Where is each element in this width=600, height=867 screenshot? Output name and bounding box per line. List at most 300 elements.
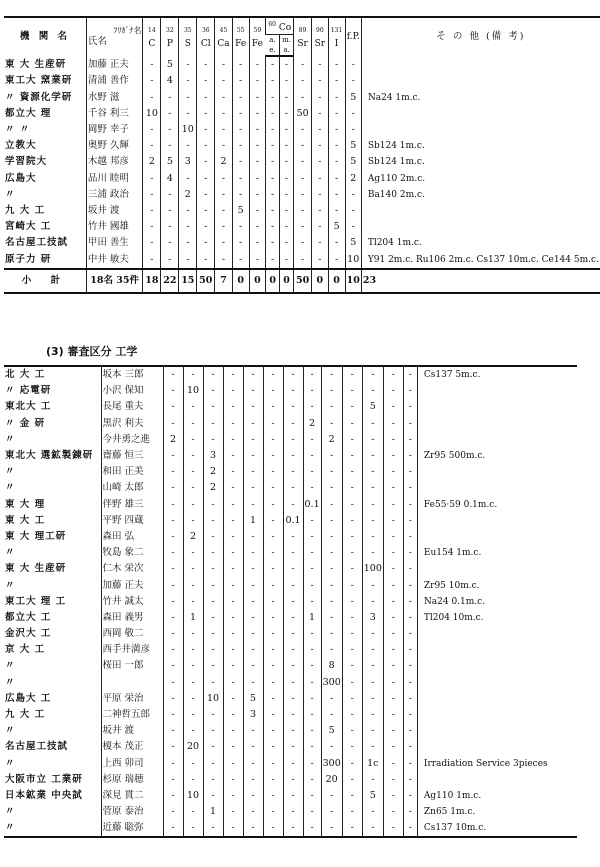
value-cell: -: [362, 723, 383, 739]
value-cell: -: [249, 203, 266, 219]
table-row: [4, 235, 600, 251]
value-cell: -: [243, 723, 263, 739]
value-cell: -: [362, 383, 383, 399]
value-cell: -: [342, 366, 362, 383]
remarks-cell: [417, 642, 577, 658]
value-cell: -: [303, 366, 321, 383]
value-cell: -: [263, 804, 283, 820]
value-cell: -: [312, 219, 328, 235]
name-cell: 黒沢 利夫: [101, 416, 163, 432]
header-name: [86, 17, 142, 56]
value-cell: -: [243, 366, 263, 383]
name-cell: 上西 卯司: [101, 756, 163, 772]
header-el-10: $^{90}$ Sr: [312, 17, 328, 56]
value-cell: -: [279, 203, 293, 219]
value-cell: -: [283, 464, 303, 480]
value-cell: -: [383, 739, 403, 755]
value-cell: -: [203, 399, 223, 415]
org-cell: 都立大 理: [5, 107, 52, 119]
remarks-cell: Irradiation Service 3pieces: [417, 756, 577, 772]
table-2: [4, 365, 577, 838]
value-cell: -: [403, 772, 417, 788]
value-cell: -: [161, 235, 179, 251]
value-cell: -: [197, 235, 215, 251]
value-cell: 3: [203, 448, 223, 464]
value-cell: -: [283, 480, 303, 496]
value-cell: -: [283, 366, 303, 383]
value-cell: 8: [321, 658, 342, 674]
header-el-12: f.P.: [345, 17, 361, 56]
value-cell: -: [342, 561, 362, 577]
org-cell: 立教大: [5, 140, 37, 152]
value-cell: -: [279, 122, 293, 138]
value-cell: -: [243, 772, 263, 788]
value-cell: -: [342, 464, 362, 480]
value-cell: 0.1: [303, 497, 321, 513]
value-cell: -: [342, 594, 362, 610]
value-cell: -: [243, 529, 263, 545]
value-cell: -: [321, 739, 342, 755]
value-cell: -: [179, 171, 197, 187]
value-cell: -: [294, 56, 312, 73]
value-cell: -: [328, 122, 345, 138]
org-cell: 宮崎大 工: [5, 221, 52, 233]
value-cell: -: [283, 820, 303, 837]
name-cell: 加藤 正夫: [101, 577, 163, 593]
name-cell: 今井勇之進: [101, 432, 163, 448]
table-row: [4, 545, 577, 561]
value-cell: -: [263, 723, 283, 739]
value-cell: -: [362, 594, 383, 610]
total-value: 0: [249, 269, 266, 293]
org-cell: 北 大 工: [5, 369, 46, 381]
value-cell: -: [345, 56, 361, 73]
value-cell: -: [197, 203, 215, 219]
value-cell: 2: [345, 171, 361, 187]
value-cell: -: [321, 497, 342, 513]
value-cell: -: [163, 675, 183, 691]
value-cell: -: [283, 399, 303, 415]
value-cell: -: [179, 73, 197, 89]
value-cell: -: [383, 399, 403, 415]
value-cell: 5: [345, 138, 361, 154]
table-row: [4, 820, 577, 837]
remarks-cell: [361, 73, 600, 89]
remarks-cell: Eu154 1m.c.: [417, 545, 577, 561]
value-cell: -: [183, 366, 203, 383]
table-row: [4, 366, 577, 383]
value-cell: -: [263, 432, 283, 448]
value-cell: -: [328, 203, 345, 219]
remarks-cell: [417, 399, 577, 415]
org-cell: 名古屋工技試: [5, 237, 69, 249]
value-cell: -: [161, 122, 179, 138]
table-row: [4, 203, 600, 219]
value-cell: -: [161, 203, 179, 219]
value-cell: -: [383, 448, 403, 464]
value-cell: -: [197, 171, 215, 187]
org-cell: 東 大 工: [5, 514, 46, 526]
value-cell: -: [283, 577, 303, 593]
value-cell: -: [345, 203, 361, 219]
value-cell: -: [383, 383, 403, 399]
value-cell: -: [328, 56, 345, 73]
value-cell: -: [321, 561, 342, 577]
value-cell: -: [342, 626, 362, 642]
header-el-4: $^{45}$ Ca: [215, 17, 232, 56]
value-cell: -: [403, 691, 417, 707]
name-cell: 菅原 泰治: [101, 804, 163, 820]
total-row: [4, 269, 600, 293]
value-cell: -: [403, 529, 417, 545]
table-row: [4, 416, 577, 432]
value-cell: -: [342, 416, 362, 432]
value-cell: -: [403, 480, 417, 496]
value-cell: -: [203, 545, 223, 561]
value-cell: -: [249, 171, 266, 187]
org-cell: 〃 資源化学研: [5, 91, 73, 103]
table-row: [4, 219, 600, 235]
value-cell: -: [345, 106, 361, 122]
value-cell: -: [279, 235, 293, 251]
value-cell: -: [243, 626, 263, 642]
value-cell: -: [163, 610, 183, 626]
value-cell: -: [263, 366, 283, 383]
name-cell: 平原 栄治: [101, 691, 163, 707]
value-cell: -: [223, 480, 243, 496]
value-cell: -: [263, 594, 283, 610]
name-cell: 杉原 瑞穂: [101, 772, 163, 788]
name-cell: 伴野 雄三: [101, 497, 163, 513]
value-cell: -: [249, 56, 266, 73]
value-cell: -: [283, 739, 303, 755]
value-cell: -: [383, 820, 403, 837]
value-cell: -: [283, 642, 303, 658]
value-cell: -: [312, 122, 328, 138]
value-cell: -: [223, 416, 243, 432]
value-cell: -: [283, 772, 303, 788]
value-cell: -: [179, 203, 197, 219]
value-cell: -: [143, 122, 161, 138]
value-cell: -: [215, 106, 232, 122]
value-cell: -: [321, 399, 342, 415]
value-cell: -: [263, 497, 283, 513]
value-cell: -: [342, 545, 362, 561]
remarks-cell: [417, 529, 577, 545]
value-cell: -: [403, 464, 417, 480]
header-name-label: 氏名: [87, 36, 107, 48]
name-cell: 平野 四蔵: [101, 513, 163, 529]
value-cell: -: [197, 56, 215, 73]
total-value: 0: [266, 269, 280, 293]
value-cell: 10: [203, 691, 223, 707]
table-1-header: [4, 17, 600, 56]
value-cell: -: [223, 820, 243, 837]
value-cell: -: [266, 138, 280, 154]
value-cell: -: [342, 399, 362, 415]
value-cell: 5: [232, 203, 249, 219]
value-cell: 300: [321, 675, 342, 691]
value-cell: -: [342, 658, 362, 674]
value-cell: -: [321, 577, 342, 593]
value-cell: -: [263, 448, 283, 464]
value-cell: -: [303, 691, 321, 707]
table-1: [4, 16, 600, 294]
value-cell: -: [342, 788, 362, 804]
remarks-cell: [417, 772, 577, 788]
name-cell: 千谷 利三: [86, 106, 142, 122]
value-cell: -: [223, 723, 243, 739]
value-cell: -: [183, 448, 203, 464]
value-cell: -: [283, 756, 303, 772]
value-cell: -: [312, 203, 328, 219]
value-cell: -: [263, 545, 283, 561]
value-cell: -: [183, 513, 203, 529]
value-cell: -: [203, 675, 223, 691]
table-row: [4, 675, 577, 691]
remarks-cell: [361, 203, 600, 219]
value-cell: -: [263, 739, 283, 755]
value-cell: -: [163, 448, 183, 464]
value-cell: -: [266, 90, 280, 106]
value-cell: -: [215, 251, 232, 268]
name-cell: 奥野 久輝: [86, 138, 142, 154]
remarks-cell: Y91 2m.c. Ru106 2m.c. Cs137 10m.c. Ce144 5m.c.: [361, 251, 600, 268]
value-cell: -: [303, 723, 321, 739]
value-cell: -: [403, 561, 417, 577]
value-cell: 100: [362, 561, 383, 577]
org-cell: 〃: [5, 806, 16, 818]
name-cell: 近藤 聡弥: [101, 820, 163, 837]
value-cell: -: [249, 122, 266, 138]
value-cell: -: [197, 122, 215, 138]
name-cell: 水野 滋: [86, 90, 142, 106]
value-cell: -: [163, 707, 183, 723]
value-cell: -: [303, 626, 321, 642]
table-row: [4, 187, 600, 203]
value-cell: -: [183, 820, 203, 837]
value-cell: -: [243, 545, 263, 561]
name-cell: 品川 睦明: [86, 171, 142, 187]
org-cell: 名古屋工技試: [5, 741, 69, 753]
value-cell: -: [163, 820, 183, 837]
value-cell: -: [215, 235, 232, 251]
remarks-cell: Zr95 10m.c.: [417, 577, 577, 593]
value-cell: -: [283, 594, 303, 610]
value-cell: -: [362, 675, 383, 691]
value-cell: -: [342, 642, 362, 658]
value-cell: -: [342, 513, 362, 529]
total-value: 50: [197, 269, 215, 293]
name-cell: 和田 正美: [101, 464, 163, 480]
value-cell: -: [328, 251, 345, 268]
value-cell: -: [345, 73, 361, 89]
table-row: [4, 251, 600, 268]
org-cell: 九 大 工: [5, 204, 46, 216]
org-cell: 〃: [5, 433, 16, 445]
value-cell: -: [403, 820, 417, 837]
value-cell: -: [303, 804, 321, 820]
value-cell: 2: [215, 154, 232, 170]
value-cell: -: [243, 594, 263, 610]
org-cell: 〃: [5, 676, 16, 688]
value-cell: -: [279, 187, 293, 203]
name-cell: 深見 貫二: [101, 788, 163, 804]
value-cell: -: [223, 626, 243, 642]
value-cell: -: [223, 545, 243, 561]
value-cell: -: [321, 545, 342, 561]
org-cell: 東 大 理工研: [5, 530, 67, 542]
value-cell: -: [303, 707, 321, 723]
value-cell: 1: [203, 804, 223, 820]
org-cell: 東工大 窯業研: [5, 75, 73, 87]
value-cell: 1: [303, 610, 321, 626]
name-cell: 榎本 茂正: [101, 739, 163, 755]
value-cell: -: [345, 122, 361, 138]
org-cell: 〃: [5, 466, 16, 478]
value-cell: -: [383, 513, 403, 529]
value-cell: -: [223, 788, 243, 804]
value-cell: -: [223, 464, 243, 480]
table-row: [4, 399, 577, 415]
value-cell: -: [243, 383, 263, 399]
value-cell: -: [279, 56, 293, 73]
table-row: [4, 577, 577, 593]
value-cell: -: [266, 203, 280, 219]
value-cell: -: [232, 235, 249, 251]
value-cell: -: [266, 171, 280, 187]
value-cell: 10: [143, 106, 161, 122]
value-cell: -: [403, 804, 417, 820]
name-cell: 坂本 三郎: [101, 366, 163, 383]
value-cell: -: [321, 788, 342, 804]
total-value: 0: [232, 269, 249, 293]
value-cell: -: [223, 432, 243, 448]
header-co: $^{60}$ Co: [266, 17, 294, 35]
value-cell: -: [383, 610, 403, 626]
name-cell: 森田 義男: [101, 610, 163, 626]
value-cell: -: [163, 464, 183, 480]
value-cell: -: [215, 203, 232, 219]
table-row: [4, 448, 577, 464]
name-cell: 西岡 敬二: [101, 626, 163, 642]
value-cell: -: [183, 804, 203, 820]
remarks-cell: Ag110 2m.c.: [361, 171, 600, 187]
value-cell: 2: [163, 432, 183, 448]
value-cell: -: [328, 154, 345, 170]
value-cell: -: [263, 561, 283, 577]
value-cell: 5: [321, 723, 342, 739]
remarks-cell: Tl204 1m.c.: [361, 235, 600, 251]
table-row: [4, 804, 577, 820]
value-cell: -: [223, 577, 243, 593]
value-cell: -: [249, 187, 266, 203]
value-cell: -: [163, 416, 183, 432]
remarks-cell: Sb124 1m.c.: [361, 138, 600, 154]
name-cell: 竹井 誠太: [101, 594, 163, 610]
value-cell: -: [312, 73, 328, 89]
value-cell: -: [249, 138, 266, 154]
value-cell: -: [197, 187, 215, 203]
value-cell: -: [383, 691, 403, 707]
table-row: [4, 626, 577, 642]
value-cell: -: [303, 513, 321, 529]
table-row: [4, 772, 577, 788]
value-cell: -: [249, 235, 266, 251]
name-cell: 山崎 太郎: [101, 480, 163, 496]
value-cell: -: [249, 106, 266, 122]
value-cell: -: [342, 448, 362, 464]
value-cell: -: [403, 723, 417, 739]
value-cell: -: [342, 756, 362, 772]
name-cell: 中井 敏夫: [86, 251, 142, 268]
value-cell: -: [203, 529, 223, 545]
value-cell: -: [243, 788, 263, 804]
value-cell: -: [183, 675, 203, 691]
value-cell: -: [383, 416, 403, 432]
value-cell: -: [197, 219, 215, 235]
value-cell: -: [215, 73, 232, 89]
value-cell: -: [263, 658, 283, 674]
remarks-cell: [361, 106, 600, 122]
value-cell: 0.1: [283, 513, 303, 529]
value-cell: -: [403, 658, 417, 674]
value-cell: -: [243, 432, 263, 448]
value-cell: -: [342, 383, 362, 399]
name-cell: 桜田 一郎: [101, 658, 163, 674]
value-cell: 2: [321, 432, 342, 448]
value-cell: -: [403, 788, 417, 804]
remarks-cell: Cs137 5m.c.: [417, 366, 577, 383]
org-cell: 金沢大 工: [5, 628, 52, 640]
value-cell: -: [403, 610, 417, 626]
table-row: [4, 788, 577, 804]
value-cell: -: [179, 219, 197, 235]
name-cell: [101, 675, 163, 691]
value-cell: 10: [183, 788, 203, 804]
remarks-cell: [417, 626, 577, 642]
value-cell: -: [279, 90, 293, 106]
value-cell: -: [328, 138, 345, 154]
org-cell: 〃: [5, 188, 16, 200]
value-cell: -: [223, 658, 243, 674]
table-row: [4, 610, 577, 626]
value-cell: 5: [161, 154, 179, 170]
value-cell: -: [203, 416, 223, 432]
table-row: [4, 432, 577, 448]
value-cell: -: [163, 739, 183, 755]
value-cell: -: [283, 788, 303, 804]
org-cell: 都立大 工: [5, 611, 52, 623]
value-cell: -: [312, 138, 328, 154]
value-cell: -: [283, 432, 303, 448]
org-cell: 〃: [5, 482, 16, 494]
value-cell: -: [321, 480, 342, 496]
value-cell: -: [328, 171, 345, 187]
value-cell: -: [203, 788, 223, 804]
value-cell: -: [266, 56, 280, 73]
value-cell: -: [161, 138, 179, 154]
value-cell: -: [203, 610, 223, 626]
value-cell: -: [279, 219, 293, 235]
total-value: 7: [215, 269, 232, 293]
header-el-9: $^{89}$ Sr: [294, 17, 312, 56]
value-cell: -: [163, 513, 183, 529]
org-cell: 東 大 生産研: [5, 58, 67, 70]
value-cell: -: [263, 642, 283, 658]
total-value: 50: [294, 269, 312, 293]
value-cell: -: [383, 788, 403, 804]
